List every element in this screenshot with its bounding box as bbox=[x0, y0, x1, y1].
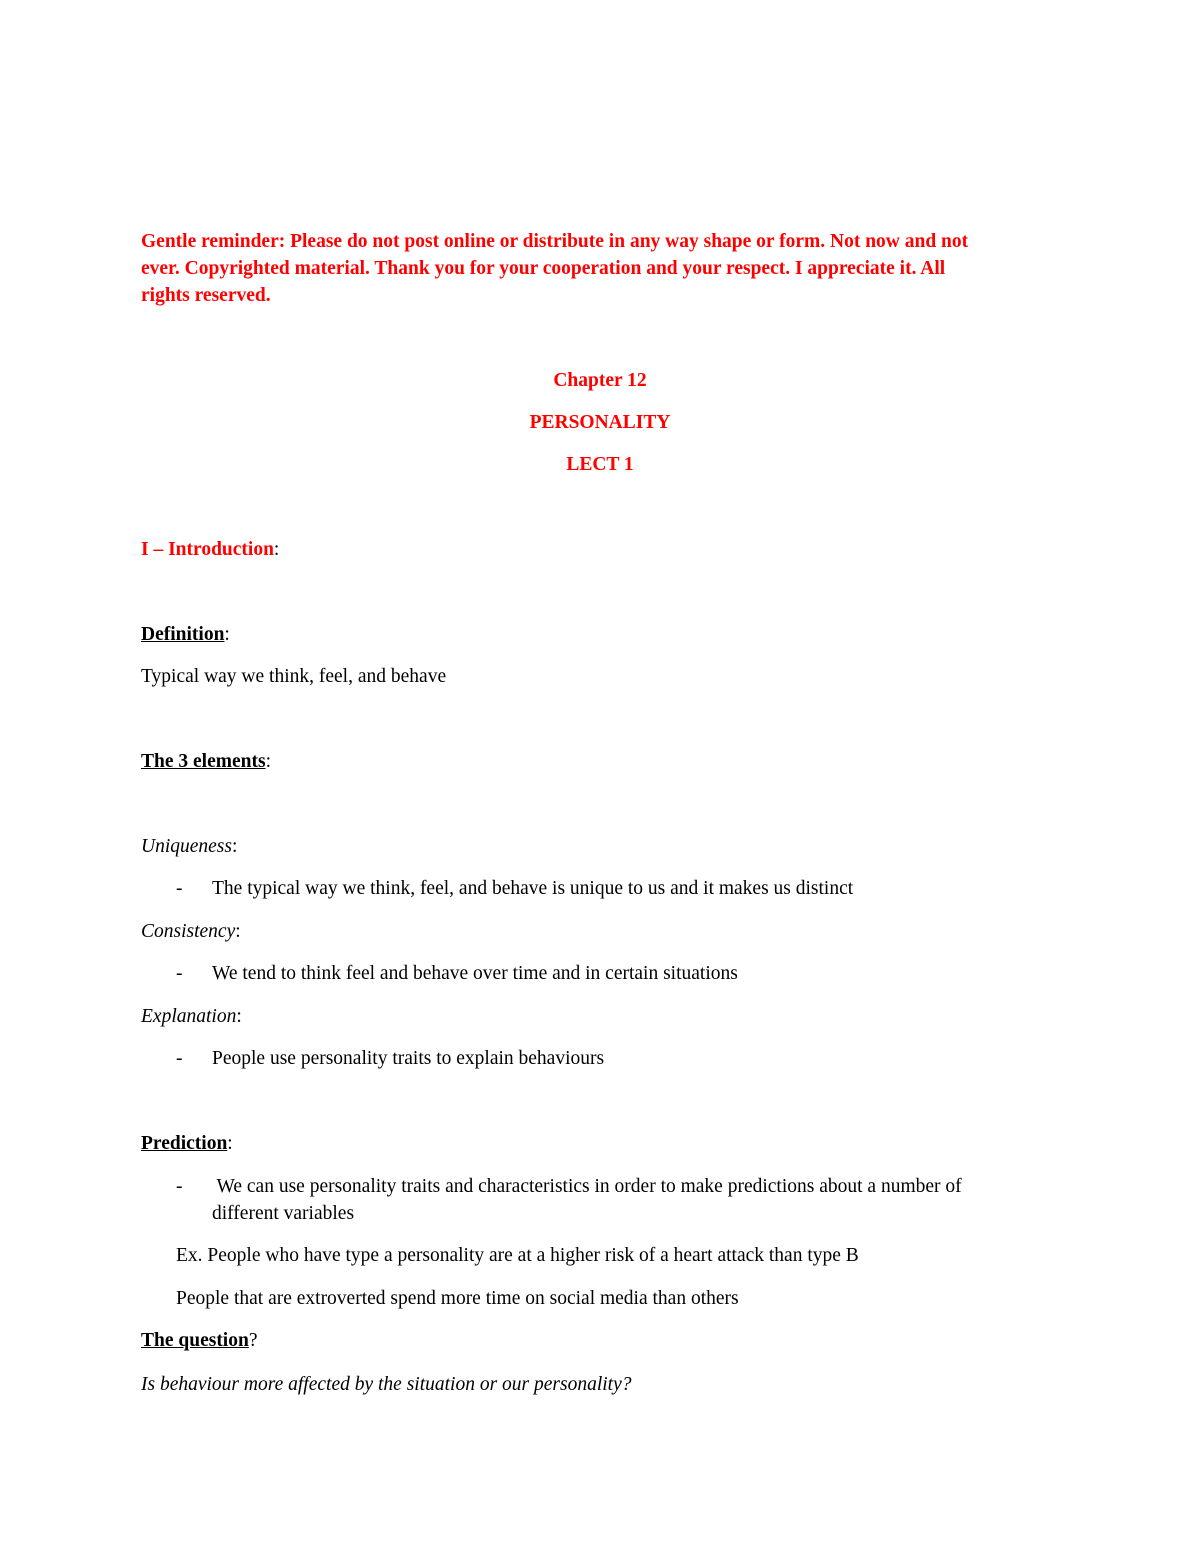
copyright-notice-line-2: ever. Copyrighted material. Thank you for your cooperation and your respect. I appreciate it. All bbox=[141, 258, 946, 279]
element-colon-consistency: : bbox=[235, 921, 241, 942]
question-heading: The question bbox=[141, 1330, 249, 1351]
copyright-notice-line-1: Gentle reminder: Please do not post online or distribute in any way shape or form. Not now and not bbox=[141, 231, 969, 252]
elements-colon: : bbox=[265, 751, 271, 772]
prediction-example-1: Ex. People who have type a personality are at a higher risk of a heart attack than type B bbox=[176, 1245, 859, 1266]
definition-colon: : bbox=[224, 624, 230, 645]
intro-heading: I – Introduction bbox=[141, 539, 274, 560]
element-label-line-consistency bbox=[141, 918, 241, 945]
definition-text: Typical way we think, feel, and behave bbox=[141, 666, 447, 687]
intro-heading-colon: : bbox=[273, 539, 280, 560]
intro-heading-line bbox=[141, 536, 279, 563]
element-label-line-explanation bbox=[141, 1003, 242, 1030]
bullet-dash: - bbox=[176, 1176, 183, 1197]
question-heading-line bbox=[141, 1327, 257, 1354]
elements-heading-line bbox=[141, 748, 271, 775]
element-label-uniqueness: Uniqueness bbox=[141, 836, 232, 857]
element-label-explanation: Explanation bbox=[141, 1006, 237, 1027]
prediction-heading: Prediction bbox=[141, 1133, 228, 1154]
element-text-explanation: People use personality traits to explain behaviours bbox=[212, 1048, 605, 1069]
element-text-uniqueness: The typical way we think, feel, and behave is unique to us and it makes us distinct bbox=[212, 878, 854, 899]
element-label-line-uniqueness bbox=[141, 833, 237, 860]
bullet-dash: - bbox=[176, 1048, 183, 1069]
element-label-consistency: Consistency bbox=[141, 921, 236, 942]
lecture-title: LECT 1 bbox=[566, 454, 634, 475]
question-text: Is behaviour more affected by the situation or our personality? bbox=[141, 1374, 632, 1395]
chapter-title: Chapter 12 bbox=[553, 370, 647, 391]
element-text-consistency: We tend to think feel and behave over time and in certain situations bbox=[212, 963, 738, 984]
element-colon-explanation: : bbox=[236, 1006, 242, 1027]
prediction-bullet-line-1: We can use personality traits and characteristics in order to make predictions about a number of bbox=[212, 1176, 962, 1197]
prediction-bullet-line-2: different variables bbox=[212, 1203, 355, 1224]
definition-heading-line bbox=[141, 621, 230, 648]
copyright-notice-line-3: rights reserved. bbox=[141, 285, 271, 306]
prediction-example-2: People that are extroverted spend more time on social media than others bbox=[176, 1288, 739, 1309]
bullet-dash: - bbox=[176, 878, 183, 899]
question-mark: ? bbox=[248, 1330, 258, 1351]
topic-title: PERSONALITY bbox=[529, 412, 671, 433]
prediction-heading-line bbox=[141, 1130, 233, 1157]
definition-heading: Definition bbox=[141, 624, 225, 645]
element-colon-uniqueness: : bbox=[232, 836, 238, 857]
prediction-colon: : bbox=[227, 1133, 233, 1154]
elements-heading: The 3 elements bbox=[141, 751, 266, 772]
bullet-dash: - bbox=[176, 963, 183, 984]
